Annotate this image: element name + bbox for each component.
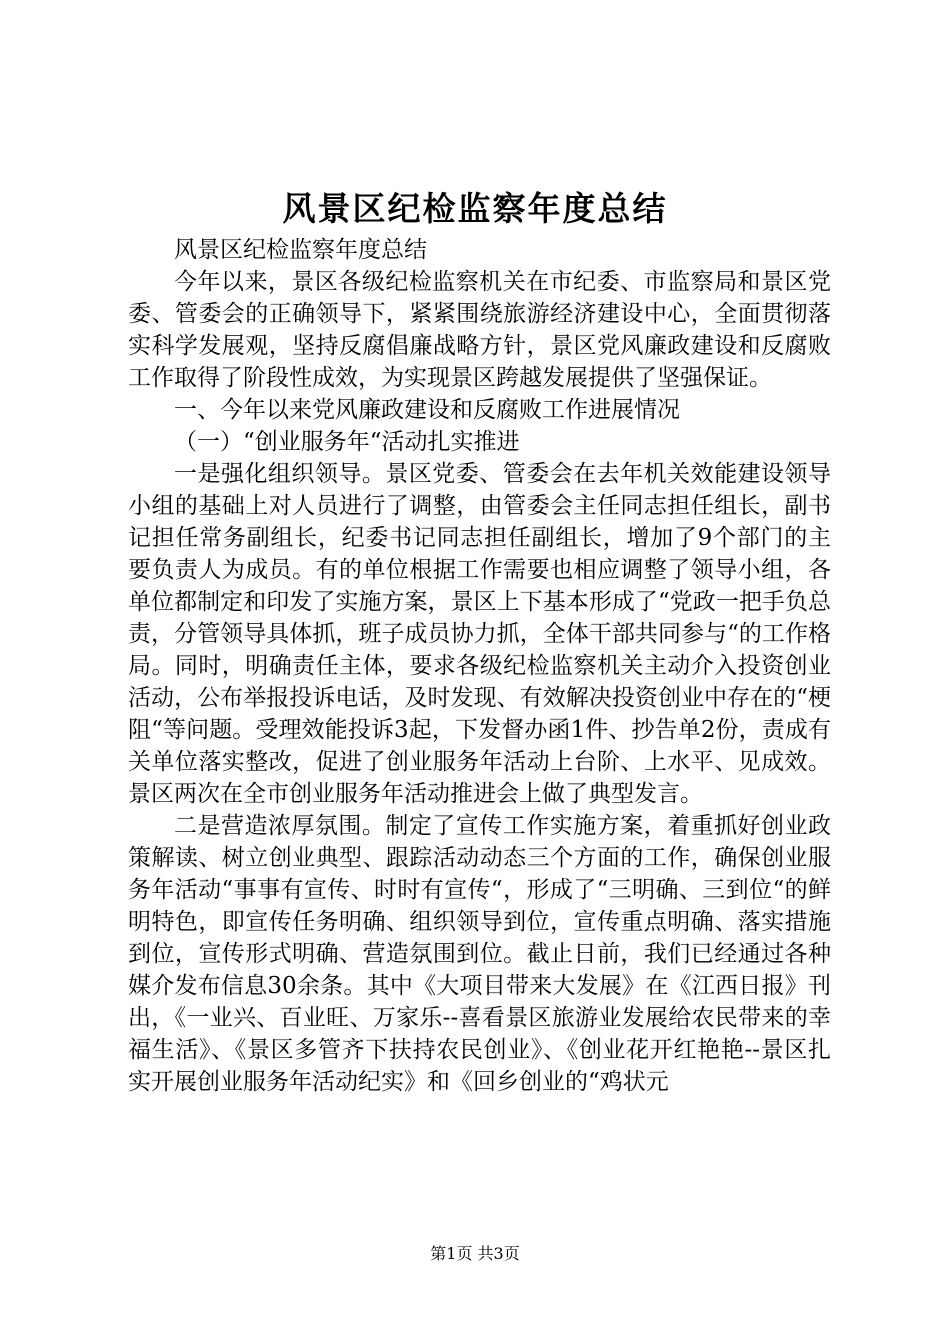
intro-paragraph: 今年以来，景区各级纪检监察机关在市纪委、市监察局和景区党委、管委会的正确领导下，紧紧围绕旅游经济建设中心，全面贯彻落实科学发展观，坚持反腐倡廉战略方针，景区党风廉政建设和反腐败工作取得了阶段性成效，为实现景区跨越发展提供了坚强保证。	[128, 269, 831, 391]
body-paragraph-organization: 一是强化组织领导。景区党委、管委会在去年机关效能建设领导小组的基础上对人员进行了调整，由管委会主任同志担任组长，副书记担任常务副组长，纪委书记同志担任副组长，增加了9个部门的主要负责人为成员。有的单位根据工作需要也相应调整了领导小组，各单位都制定和印发了实施方案，景区上下基本形成了“党政一把手负总责，分管领导具体抓，班子成员协力抓，全体干部共同参与“的工作格局。同时，明确责任主体，要求各级纪检监察机关主动介入投资创业活动，公布举报投诉电话，及时发现、有效解决投资创业中存在的“梗阻“等问题。受理效能投诉3起，下发督办函1件、抄告单2份，责成有关单位落实整改，促进了创业服务年活动上台阶、上水平、见成效。景区两次在全市创业服务年活动推进会上做了典型发言。	[128, 461, 831, 807]
document-body	[128, 234, 831, 1098]
section-heading: 一、今年以来党风廉政建设和反腐败工作进展情况	[174, 397, 680, 423]
subsection-heading: （一）“创业服务年“活动扎实推进	[174, 429, 520, 455]
body-paragraph-atmosphere: 二是营造浓厚氛围。制定了宣传工作实施方案，着重抓好创业政策解读、树立创业典型、跟踪活动动态三个方面的工作，确保创业服务年活动“事事有宣传、时时有宣传“，形成了“三明确、三到位“的鲜明特色，即宣传任务明确、组织领导到位，宣传重点明确、落实措施到位，宣传形式明确、营造氛围到位。截止日前，我们已经通过各种媒介发布信息30余条。其中《大项目带来大发展》在《江西日报》刊出，《一业兴、百业旺、万家乐--喜看景区旅游业发展给农民带来的幸福生活》、《景区多管齐下扶持农民创业》、《创业花开红艳艳--景区扎实开展创业服务年活动纪实》和《回乡创业的“鸡状元	[128, 813, 831, 1095]
document-title: 风景区纪检监察年度总结	[282, 189, 668, 228]
page-number-footer: 第1页 共3页	[430, 1244, 520, 1263]
subtitle-paragraph: 风景区纪检监察年度总结	[174, 237, 427, 263]
